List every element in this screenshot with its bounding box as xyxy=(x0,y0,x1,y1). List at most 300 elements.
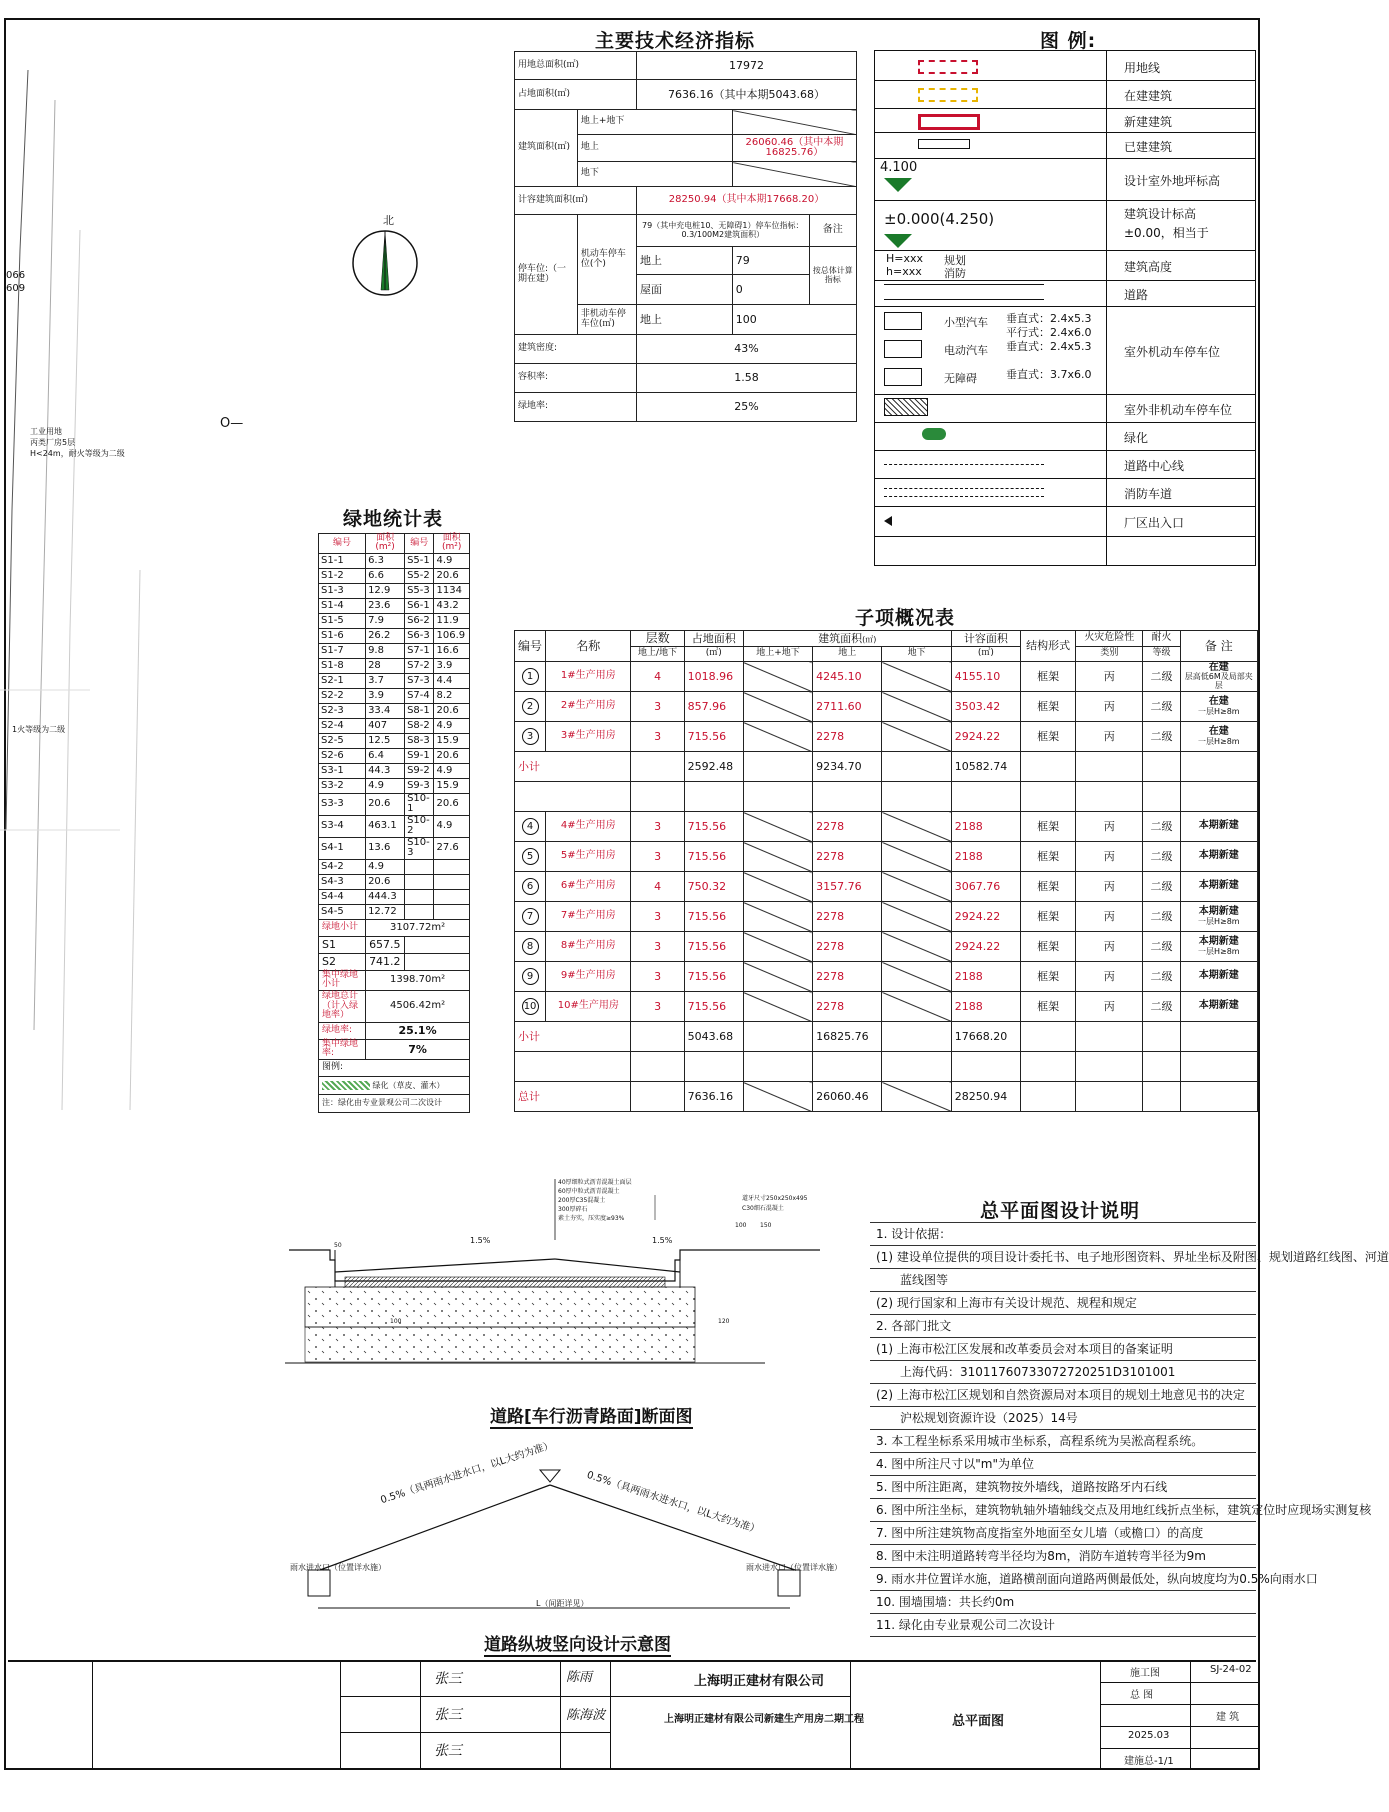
sub-h-far2: (㎡) xyxy=(951,647,1020,662)
sub-cell-remark xyxy=(1180,842,1257,872)
sub-empty-row-2 xyxy=(515,1052,1258,1082)
legend-label-under: 在建建筑 xyxy=(1124,89,1173,103)
drawing-code: SJ-24-02 xyxy=(1210,1664,1252,1675)
sub-cell-remark xyxy=(1180,692,1257,722)
roof-label: 屋面 xyxy=(637,275,733,305)
sub-cell-up: 2278 xyxy=(813,992,882,1022)
green-subtotal-label: 绿地小计 xyxy=(319,919,366,936)
sub-cell-name: 4#生产用房 xyxy=(546,812,631,842)
empty-e xyxy=(813,782,882,812)
legend-row-line xyxy=(874,250,1256,251)
sub-remark: 本期新建 xyxy=(1198,850,1239,862)
sub-cell-no xyxy=(515,872,546,902)
sub-cell-down xyxy=(882,842,951,872)
drawing-name: 总平面图 xyxy=(952,1714,1005,1729)
sub-cell-name: 9#生产用房 xyxy=(546,962,631,992)
empty-d xyxy=(743,782,812,812)
green-cell: 407 xyxy=(366,718,405,733)
empty-b xyxy=(631,782,684,812)
green-cell: 4.9 xyxy=(434,815,470,837)
motor-top: 79（其中充电桩10、无障碍1）停车位指标：0.3/100M2建筑面积） xyxy=(637,215,810,247)
sub-cell-occupy: 857.96 xyxy=(684,692,743,722)
site-plan-lines xyxy=(0,30,300,1130)
sub-h-resist: 耐火 xyxy=(1143,631,1180,647)
sub-table-row xyxy=(515,992,1258,1022)
sub-cell-struct: 框架 xyxy=(1020,992,1075,1022)
empty2-g xyxy=(951,1052,1020,1082)
total-resist xyxy=(1143,1082,1180,1112)
sub-cell-fire: 丙 xyxy=(1076,722,1143,752)
build-sub-2: 地上 xyxy=(577,135,732,162)
road-layer-3: 200厚C35混凝土 xyxy=(558,1197,606,1204)
sub-cell-name: 3#生产用房 xyxy=(546,722,631,752)
sub-h-floors: 层数 xyxy=(631,631,684,647)
far-label: 容积率: xyxy=(515,364,637,393)
sub1-far: 10582.74 xyxy=(951,752,1020,782)
green-cell: S7-3 xyxy=(405,673,434,688)
empty2-k xyxy=(1180,1052,1257,1082)
total-up: 26060.46 xyxy=(813,1082,882,1112)
sub-table-body-2 xyxy=(515,812,1258,1022)
sub-table xyxy=(514,630,1258,1112)
sub-cell-floors: 3 xyxy=(631,992,684,1022)
sub-cell-down xyxy=(882,992,951,1022)
green-cell: S1-7 xyxy=(319,643,366,658)
sub-cell-up: 2278 xyxy=(813,722,882,752)
sub-cell-struct: 框架 xyxy=(1020,812,1075,842)
total-down xyxy=(882,1082,951,1112)
green-cell: S2-2 xyxy=(319,688,366,703)
sub-cell-down xyxy=(882,962,951,992)
sub-cell-no xyxy=(515,902,546,932)
green-row xyxy=(319,778,470,793)
sub-h-area-unit: (㎡) xyxy=(862,634,877,644)
sub-no: 10 xyxy=(522,998,539,1015)
sub-cell-up: 2278 xyxy=(813,842,882,872)
sub-cell-far: 4155.10 xyxy=(951,662,1020,692)
sub2-struct xyxy=(1020,1022,1075,1052)
green-cell: 20.6 xyxy=(434,748,470,763)
green-note: 注：绿化由专业景观公司二次设计 xyxy=(319,1094,470,1112)
green-cell: 463.1 xyxy=(366,815,405,837)
green-icon xyxy=(922,428,946,440)
green-row xyxy=(319,837,470,859)
sub-cell-remark xyxy=(1180,872,1257,902)
empty2-c xyxy=(684,1052,743,1082)
green-row xyxy=(319,874,470,889)
height-text1: H=xxx xyxy=(886,252,924,265)
green-cell: 28 xyxy=(366,658,405,673)
green-value: 25% xyxy=(637,393,857,422)
total-ag xyxy=(743,1082,812,1112)
green-table-title: 绿地统计表 xyxy=(342,508,443,530)
sub-h-fire: 火灾危险性 xyxy=(1076,631,1143,647)
sub-cell-fire: 丙 xyxy=(1076,662,1143,692)
left-coord-1: 066 xyxy=(6,270,26,281)
sub-cell-fire: 丙 xyxy=(1076,692,1143,722)
green-s2: S2 xyxy=(319,953,366,970)
sub-cell-floors: 3 xyxy=(631,722,684,752)
sub-cell-no xyxy=(515,842,546,872)
land-value: 17972 xyxy=(637,52,857,80)
notes-title: 总平面图设计说明 xyxy=(979,1200,1140,1222)
sub-cell-struct: 框架 xyxy=(1020,842,1075,872)
sub-no: 3 xyxy=(522,728,539,745)
green-cell: S9-1 xyxy=(405,748,434,763)
sub-table-row xyxy=(515,842,1258,872)
green-cell: S6-1 xyxy=(405,598,434,613)
sub-cell-struct: 框架 xyxy=(1020,692,1075,722)
under-construction-icon xyxy=(918,88,978,102)
green-row xyxy=(319,553,470,568)
sub1-label: 小计 xyxy=(515,752,631,782)
green-focus-rate-value: 7% xyxy=(366,1039,470,1059)
sub-h-resist2: 等级 xyxy=(1143,647,1180,662)
green-cell: 4.9 xyxy=(434,718,470,733)
sig-4: 陈雨 xyxy=(566,1670,593,1685)
green-row xyxy=(319,718,470,733)
sub-cell-ag xyxy=(743,992,812,1022)
green-cell: S4-4 xyxy=(319,889,366,904)
sub-cell-remark xyxy=(1180,932,1257,962)
sub-cell-fire: 丙 xyxy=(1076,902,1143,932)
north-arrow-icon xyxy=(350,228,420,298)
sub-cell-down xyxy=(882,872,951,902)
empty-c xyxy=(684,782,743,812)
build-sub-2-value: 26060.46（其中本期16825.76） xyxy=(732,135,856,162)
green-rate-label: 绿地率: xyxy=(319,1022,366,1039)
profile-slope-r: 0.5%（具两雨水进水口，以L大约为准） xyxy=(585,1469,761,1537)
sub1-floors xyxy=(631,752,684,782)
green-cell: S2-6 xyxy=(319,748,366,763)
build-sub-1-value xyxy=(732,110,856,135)
sub-h-no: 编号 xyxy=(515,631,546,662)
sub-cell-floors: 4 xyxy=(631,662,684,692)
green-cell: 3.9 xyxy=(366,688,405,703)
zero-value: ±0.000(4.250) xyxy=(884,210,995,228)
sub-h-area xyxy=(743,631,951,647)
sub-h-occupy2: (㎡) xyxy=(684,647,743,662)
sub-no: 5 xyxy=(522,848,539,865)
road-dim-1: 50 xyxy=(334,1242,342,1249)
sub-cell-ag xyxy=(743,932,812,962)
sub-cell-resist: 二级 xyxy=(1143,722,1180,752)
green-cell xyxy=(434,874,470,889)
ground-label: 地上 xyxy=(637,247,733,275)
occupy-value: 7636.16（其中本期5043.68） xyxy=(637,80,857,110)
sub-cell-down xyxy=(882,902,951,932)
tb-v8 xyxy=(1190,1660,1191,1770)
tb-h3 xyxy=(1100,1682,1260,1683)
road-layer-4: 300厚碎石 xyxy=(558,1206,588,1213)
road-section-title: 道路[车行沥青路面]断面图 xyxy=(490,1402,693,1429)
legend-row-line xyxy=(874,108,1256,109)
sub-cell-fire: 丙 xyxy=(1076,842,1143,872)
green-cell: 20.6 xyxy=(434,703,470,718)
elevation-icon xyxy=(884,178,912,192)
sub-no: 9 xyxy=(522,968,539,985)
sub-cell-far: 2924.22 xyxy=(951,902,1020,932)
sub-cell-resist: 二级 xyxy=(1143,662,1180,692)
legend-label-height: 建筑高度 xyxy=(1124,260,1173,274)
green-cell: 44.3 xyxy=(366,763,405,778)
tb-h1 xyxy=(340,1696,850,1697)
roof-value: 0 xyxy=(732,275,809,305)
sub-cell-resist: 二级 xyxy=(1143,872,1180,902)
legend-row-line xyxy=(874,450,1256,451)
parking-size-p2: 垂直式：2.4x5.3 xyxy=(1006,340,1092,353)
empty-h xyxy=(1020,782,1075,812)
green-cell: S5-3 xyxy=(405,583,434,598)
ground-value: 79 xyxy=(732,247,809,275)
sub-cell-resist: 二级 xyxy=(1143,992,1180,1022)
new-building-icon xyxy=(918,114,980,130)
fire-lane-icon xyxy=(884,488,1044,497)
green-cell: S5-1 xyxy=(405,553,434,568)
empty2-j xyxy=(1143,1052,1180,1082)
legend-label-bike: 室外非机动车停车位 xyxy=(1124,403,1233,417)
build-sub-1: 地上+地下 xyxy=(577,110,732,135)
green-h3: 编号 xyxy=(405,534,434,554)
green-cell xyxy=(405,889,434,904)
green-cell: S3-4 xyxy=(319,815,366,837)
legend-label-gate: 厂区出入口 xyxy=(1124,516,1185,530)
left-coord-2: 609 xyxy=(6,283,26,294)
green-cell: S4-5 xyxy=(319,904,366,919)
legend-label-fire: 消防车道 xyxy=(1124,487,1173,501)
green-row xyxy=(319,859,470,874)
height-text3: 规划 xyxy=(944,254,966,267)
green-cell: 3.7 xyxy=(366,673,405,688)
sub-cell-struct: 框架 xyxy=(1020,872,1075,902)
sub-cell-remark xyxy=(1180,662,1257,692)
green-cell: 26.2 xyxy=(366,628,405,643)
nonmotor-value: 100 xyxy=(732,305,856,335)
green-cell: S5-2 xyxy=(405,568,434,583)
sub2-label: 小计 xyxy=(515,1022,631,1052)
note-item: 上海代码：31011760733072720251D3101001 xyxy=(870,1361,1256,1384)
road-slope-l: 1.5% xyxy=(470,1236,491,1245)
legend-row-line xyxy=(874,132,1256,133)
legend-label2-zero: ±0.00，相当于 xyxy=(1124,226,1209,240)
left-note-1: 工业用地 xyxy=(30,427,62,436)
sub-cell-ag xyxy=(743,842,812,872)
road-layer-2: 60厚中粒式沥青混凝土 xyxy=(558,1188,620,1195)
green-cell: S6-3 xyxy=(405,628,434,643)
green-cell: 7.9 xyxy=(366,613,405,628)
empty2-h xyxy=(1020,1052,1075,1082)
sub-cell-floors: 3 xyxy=(631,902,684,932)
legend-label-zero: 建筑设计标高 xyxy=(1124,207,1197,221)
profile-inlet-r: 雨水进水口（位置详水施） xyxy=(746,1563,842,1572)
green-cell: S3-2 xyxy=(319,778,366,793)
sub-cell-occupy: 715.56 xyxy=(684,992,743,1022)
green-total-value: 4506.42m² xyxy=(366,990,470,1022)
sub-subtotal-2 xyxy=(515,1022,1258,1052)
empty2-d xyxy=(743,1052,812,1082)
sub-cell-occupy: 715.56 xyxy=(684,932,743,962)
sub-no: 4 xyxy=(522,818,539,835)
occupy-label: 占地面积(㎡) xyxy=(515,80,637,110)
sub-table-row xyxy=(515,662,1258,692)
sub-cell-struct: 框架 xyxy=(1020,662,1075,692)
sub-cell-occupy: 1018.96 xyxy=(684,662,743,692)
green-legend-label: 图例: xyxy=(319,1059,470,1076)
green-row xyxy=(319,703,470,718)
sub-remark: 在建 xyxy=(1208,661,1229,673)
sub-cell-down xyxy=(882,812,951,842)
green-cell: S2-1 xyxy=(319,673,366,688)
green-cell: 12.72 xyxy=(366,904,405,919)
green-h1: 编号 xyxy=(319,534,366,554)
sub-cell-struct: 框架 xyxy=(1020,902,1075,932)
sub-table-row xyxy=(515,932,1258,962)
legend-row-line xyxy=(874,306,1256,307)
green-row xyxy=(319,889,470,904)
green-cell: S2-3 xyxy=(319,703,366,718)
sub-cell-name: 8#生产用房 xyxy=(546,932,631,962)
green-legend-text: 绿化（草皮、灌木） xyxy=(372,1080,445,1090)
sub-cell-occupy: 750.32 xyxy=(684,872,743,902)
sub-cell-name: 5#生产用房 xyxy=(546,842,631,872)
empty2-a xyxy=(515,1052,631,1082)
total-occupy: 7636.16 xyxy=(684,1082,743,1112)
tb-h2 xyxy=(340,1732,610,1733)
sub-cell-floors: 4 xyxy=(631,872,684,902)
tb-v4 xyxy=(560,1660,561,1770)
sub-cell-floors: 3 xyxy=(631,962,684,992)
sub-table-row xyxy=(515,902,1258,932)
sub-remark: 本期新建 xyxy=(1198,906,1239,918)
tb-v7 xyxy=(1100,1660,1101,1770)
green-cell: 6.6 xyxy=(366,568,405,583)
legend-label-green: 绿化 xyxy=(1124,431,1149,445)
sub-cell-occupy: 715.56 xyxy=(684,842,743,872)
green-cell: S1-2 xyxy=(319,568,366,583)
nonmotor-ground: 地上 xyxy=(637,305,733,335)
build-sub-3-value xyxy=(732,162,856,187)
green-cell: S8-2 xyxy=(405,718,434,733)
sub-cell-ag xyxy=(743,692,812,722)
sub-no: 1 xyxy=(522,668,539,685)
empty-j xyxy=(1143,782,1180,812)
parking-size-p1v2: 平行式：2.4x6.0 xyxy=(1006,326,1092,339)
elevation-value: 4.100 xyxy=(880,160,918,175)
sub-remark-2: 一层H≥8m xyxy=(1197,706,1240,716)
sub-cell-struct: 框架 xyxy=(1020,932,1075,962)
legend-divider xyxy=(1106,50,1107,566)
green-focus-label: 集中绿地小计 xyxy=(319,970,366,990)
sub-cell-remark xyxy=(1180,812,1257,842)
sub2-floors xyxy=(631,1022,684,1052)
road-dim-4: 150 xyxy=(760,1222,772,1229)
note-item: 1. 设计依据： xyxy=(870,1223,1256,1246)
green-row xyxy=(319,658,470,673)
sub-table-title: 子项概况表 xyxy=(854,607,955,629)
sub2-resist xyxy=(1143,1022,1180,1052)
profile-length: L（间距详见） xyxy=(536,1599,589,1608)
green-cell: S7-4 xyxy=(405,688,434,703)
sub2-remark xyxy=(1180,1022,1257,1052)
note-item: 7. 图中所注建筑物高度指室外地面至女儿墙（或檐口）的高度 xyxy=(870,1522,1256,1545)
parking-icon xyxy=(884,368,922,386)
green-row xyxy=(319,793,470,815)
sub-h-occupy: 占地面积 xyxy=(684,631,743,647)
sub-table-row xyxy=(515,812,1258,842)
sub-cell-up: 2711.60 xyxy=(813,692,882,722)
sub-cell-up: 2278 xyxy=(813,812,882,842)
legend-label-built: 已建建筑 xyxy=(1124,140,1173,154)
green-s1-blank xyxy=(405,936,470,953)
green-cell: S10-3 xyxy=(405,837,434,859)
green-focus-value: 1398.70m² xyxy=(366,970,470,990)
green-cell: 27.6 xyxy=(434,837,470,859)
sub-total xyxy=(515,1082,1258,1112)
green-row xyxy=(319,643,470,658)
note-item: (2) 现行国家和上海市有关设计规范、规程和规定 xyxy=(870,1292,1256,1315)
sub-cell-name: 2#生产用房 xyxy=(546,692,631,722)
sub2-down xyxy=(882,1022,951,1052)
sub-cell-remark xyxy=(1180,962,1257,992)
green-h4: 面积(m²) xyxy=(434,534,470,554)
drawing-date: 2025.03 xyxy=(1128,1730,1170,1741)
legend-label-elev: 设计室外地坪标高 xyxy=(1124,174,1221,188)
green-cell: S4-3 xyxy=(319,874,366,889)
green-row xyxy=(319,815,470,837)
sub-remark: 本期新建 xyxy=(1198,970,1239,982)
total-label: 总计 xyxy=(515,1082,631,1112)
center-line-icon xyxy=(884,464,1044,465)
parking-type-p2: 电动汽车 xyxy=(944,344,988,357)
green-cell: S1-1 xyxy=(319,553,366,568)
green-cell: 16.6 xyxy=(434,643,470,658)
green-cell: S9-2 xyxy=(405,763,434,778)
parking-size-p1: 垂直式：2.4x5.3 xyxy=(1006,312,1092,325)
legend-label-new: 新建建筑 xyxy=(1124,115,1173,129)
sub-cell-far: 2924.22 xyxy=(951,722,1020,752)
sub-cell-far: 2188 xyxy=(951,842,1020,872)
sub-remark-2: 一层H≥8m xyxy=(1197,946,1240,956)
datum-symbol: O— xyxy=(220,416,244,431)
green-subtotal-value: 3107.72m² xyxy=(366,919,470,936)
sub2-up: 16825.76 xyxy=(813,1022,882,1052)
green-cell: S2-4 xyxy=(319,718,366,733)
total-fire xyxy=(1076,1082,1143,1112)
green-cell: S4-2 xyxy=(319,859,366,874)
sub-cell-struct: 框架 xyxy=(1020,722,1075,752)
green-cell: S8-3 xyxy=(405,733,434,748)
sub-remark-2: 层高低6M及局部夹层 xyxy=(1184,672,1253,690)
tb-h6 xyxy=(1100,1748,1260,1749)
nonmotor-label: 非机动车停车位(㎡) xyxy=(577,305,636,335)
empty-k xyxy=(1180,782,1257,812)
sig-2: 张三 xyxy=(434,1707,462,1723)
sub-cell-no xyxy=(515,992,546,1022)
green-cell: 9.8 xyxy=(366,643,405,658)
sub-cell-up: 2278 xyxy=(813,932,882,962)
sub-no: 2 xyxy=(522,698,539,715)
sub-cell-no xyxy=(515,962,546,992)
green-cell: 20.6 xyxy=(434,568,470,583)
legend-row-line xyxy=(874,478,1256,479)
sub1-remark xyxy=(1180,752,1257,782)
sub-cell-down xyxy=(882,692,951,722)
green-total-label: 绿地总计（计入绿地率） xyxy=(319,990,366,1022)
sub1-fire xyxy=(1076,752,1143,782)
sub-cell-ag xyxy=(743,872,812,902)
far-area-label: 计容建筑面积(㎡) xyxy=(515,187,637,215)
sub1-ag xyxy=(743,752,812,782)
